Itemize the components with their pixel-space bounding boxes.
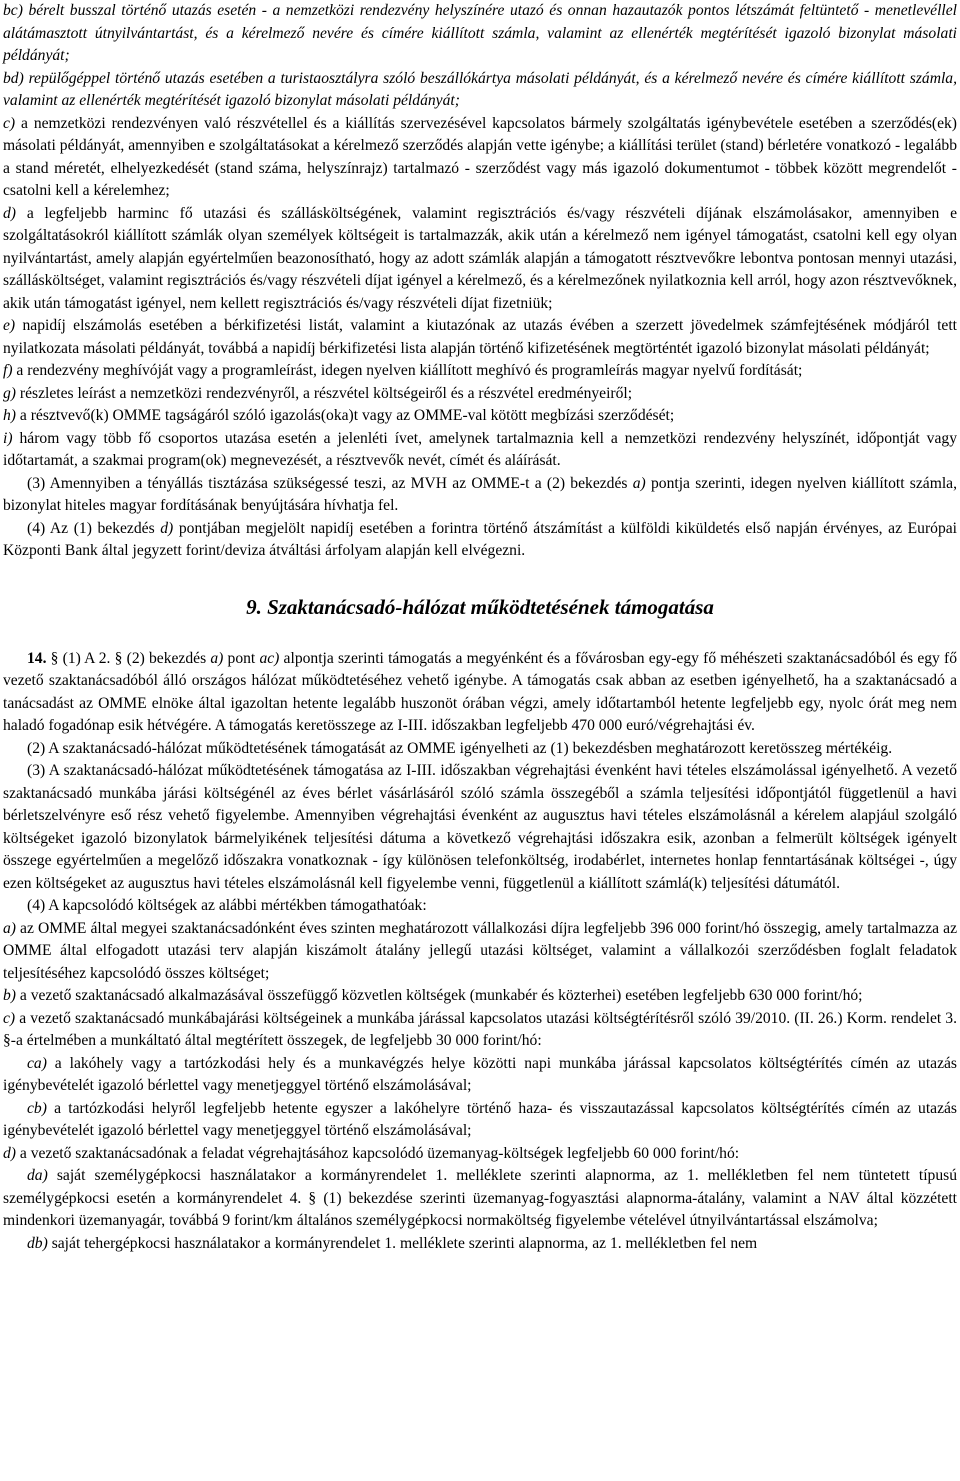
section-14-paragraph-2: (2) A szaktanácsadó-hálózat működtetésének támogatását az OMME igényelheti az (1) bekezdésben meghatározott keretösszeg mértékéig. <box>27 739 893 757</box>
item-lead: i) <box>3 429 13 447</box>
item-text: három vagy több fő csoportos utazása esetén a jelenléti ívet, amelynek tartalmaznia kell a nemzetközi rendezvény helyszínét, időpontját vagy időtartamát, a szakmai program(ok) megnevezését, a résztvevők nevét, címét és aláírását. <box>3 429 957 469</box>
paragraph-text: (3) Amennyiben a tényállás tisztázása szükségessé teszi, az MVH az OMME-t a (2) bekezdés <box>27 474 633 492</box>
item-c <box>3 113 957 203</box>
subitem-db <box>3 1233 957 1256</box>
item-bd <box>3 68 957 113</box>
paragraph-text: alpontja szerinti támogatás a megyénként és a fővárosban egy-egy fő méhészeti szaktanácsadóból és egy fő vezető szaktanácsadóból álló országos hálózat működtetéséhez vehető igénybe. A támogatás csak abban az esetben igényelhető, ha a szaktanácsadó a tanácsadást az OMME elnöke által igazoltan hetente legalább huszonöt órában végzi, amely időtartamból hetente legfeljebb egy, nyolc órát meg nem haladó fogadónap esik hétvégére. A támogatás keretösszege az I-III. időszakban legfeljebb 470 000 euró/végrehajtási év. <box>3 649 958 734</box>
paragraph-ref: a) <box>632 474 646 492</box>
item-lead: d) <box>3 1144 16 1162</box>
item-f <box>3 360 957 383</box>
item-d <box>3 203 957 316</box>
cost-item-b <box>3 985 957 1008</box>
item-text: napidíj elszámolás esetében a bérkifizetési listát, valamint a kiutazónak az utazás évében a szerzett jövedelmek számfejtésének módjáról tett nyilatkozata másolati példányát, továbbá a napidíj bérkifizetési lista alapján történő kifizetésének megtörténtét igazoló bizonylat másolati példányát; <box>3 317 957 357</box>
item-lead: da) <box>27 1167 48 1184</box>
item-text: a vezető szaktanácsadó munkábajárási költségeinek a munkába járással kapcsolatos utazási költségtérítésről szóló 39/2010. (II. 26.) Korm. rendelet 3. §-a értelmében a munkáltató által megtérített összegek, de legfeljebb 30 000 forint/hó: <box>3 1009 957 1049</box>
subitem-ca <box>3 1053 957 1098</box>
item-text: bérelt busszal történő utazás esetén - a nemzetközi rendezvény helyszínére utazó és onnan hazautazók pontos létszámát feltüntető - menetlevéllel alátámasztott útnyilvántartást, és a kérelmező nevére és címére kiállított számla, valamint az ellenérték megtérítését igazoló bizonylat másolati példányát; <box>3 2 957 64</box>
cost-item-a <box>3 918 957 986</box>
paragraph-text: pont <box>223 649 260 667</box>
item-text: saját személygépkocsi használatakor a kormányrendelet 1. melléklete szerinti alapnorma, az 1. mellékletben fel nem tüntetett típusú személygépkocsi esetén a kormányrendelet 4. § (1) bekezdése szerinti üzemanyag-fogyasztási alapnorma-átalány, valamint a NAV által közzétett mindenkori üzemanyagár, továbbá 9 forint/km általános személygépkocsi normaköltség figyelembe vételével útnyilvántartással elszámolva; <box>3 1167 957 1229</box>
paragraph-text: § (1) A 2. § (2) bekezdés <box>46 649 211 667</box>
item-text: a tartózkodási helyről legfeljebb hetente egyszer a lakóhelyre történő haza- és visszautazással kapcsolatos költségtérítés címén az utazás igénybevételét igazoló bérlettel vagy menetjeggyel történő elszámolásával; <box>3 1099 957 1139</box>
paragraph-ref: d) <box>160 519 174 537</box>
paragraph-ref: ac) <box>259 649 280 667</box>
subitem-cb <box>3 1098 957 1143</box>
subitem-da <box>3 1165 957 1233</box>
cost-item-d <box>3 1143 957 1166</box>
item-text: a nemzetközi rendezvényen való részvétellel és a kiállítás szervezésével kapcsolatos bármely szolgáltatás igénybevétele esetében a szerződés(ek) másolati példányát, amennyiben e szolgáltatásokat a kérelmező szerződés alapján vette igénybe; a kiállítási terület (stand) bérletére vonatkozó - legalább a stand méretét, elhelyezkedését (stand száma, helyszínrajz) tartalmazó - szerződést vagy más igazoló dokumentumot - többek között megrendelőt - csatolni kell a kérelemhez; <box>3 114 957 199</box>
item-lead: g) <box>3 384 16 402</box>
item-lead: bd) <box>3 69 24 87</box>
item-text: a legfeljebb harminc fő utazási és szállásköltségének, valamint regisztrációs és/vagy részvételi díjának elszámolásakor, amennyiben e szolgáltatásokról kiállított számlák olyan személyek költségeit is tartalmazzák, akik után a kérelmező nem igényel támogatást, csatolni kell egy olyan nyilvántartást, amely alapján egyértelműen beazonosítható, hogy az adott számlák alapján a támogatott résztvevőkre lebontva pontosan mennyi utazási, szállásköltséget, valamint regisztrációs és/vagy részvételi díjat igényel a kérelmező, és a kérelmezőnek nyilatkoznia kell arról, hogy azon résztvevőknek, akik után támogatást igényel, nem kellett regisztrációs és/vagy részvételi díjat fizetniük; <box>3 204 957 312</box>
item-text: a résztvevő(k) OMME tagságáról szóló igazolás(oka)t vagy az OMME-val kötött megbízási szerződését; <box>16 407 675 424</box>
item-lead: db) <box>27 1234 48 1252</box>
item-i <box>3 428 957 473</box>
section-14-paragraph-4: (4) A kapcsolódó költségek az alábbi mértékben támogathatóak: <box>27 897 427 914</box>
paragraph-text: pontja szerinti, idegen nyelven kiállított számla, bizonylat hiteles magyar fordításának benyújtására hívhatja fel. <box>3 474 957 514</box>
item-text: a vezető szaktanácsadó alkalmazásával összefüggő közvetlen költségek (munkabér és közterhei) esetében legfeljebb 630 000 forint/hó; <box>16 987 863 1004</box>
section-14-paragraph-3: (3) A szaktanácsadó-hálózat működtetésének támogatása az I-III. időszakban végrehajtási évenként havi tételes elszámolással igényelhető. A vezető szaktanácsadó munkába járási költségénél az éves bérlet vásárlásáról szóló számla összegéből a számla teljesítési időpontjától függetlenül a havi bérletszelvényre eső rész vehető figyelembe. Amennyiben végrehajtási évenként az augusztus havi tételes elszámolásnál a kérelem alapjául szolgáló költségeket igazoló bizonylatok bármelyikének teljesítési dátuma a következő végrehajtási időszakra esik, azonban a felmerült költségek igényelt összege egyértelműen a megelőző időszakra vonatkoznak - így különösen telefonköltség, irodabérlet, internetes honlap fenntartásának költségei -, úgy ezen költségeket az augusztus havi tételes elszámolásnál kell figyelembe venni, függetlenül a kiállított számlá(k) teljesítési dátumától. <box>3 762 957 892</box>
item-lead: d) <box>3 204 16 222</box>
paragraph-3 <box>3 473 957 518</box>
item-text: részletes leírást a nemzetközi rendezvényről, a részvétel költségeiről és a részvétel eredményeiről; <box>16 384 633 402</box>
paragraph-text: pontjában megjelölt napidíj esetében a forintra történő átszámítást a külföldi kiküldetés első napján érvényes, az Európai Központi Bank által jegyzett forint/deviza átváltási árfolyam alapján kell elvégezni. <box>3 519 957 559</box>
item-text: repülőgéppel történő utazás esetében a turistaosztályra szóló beszállókártya másolati példányát, és a kérelmező nevére és címére kiállított számla, valamint az ellenérték megtérítését igazoló bizonylat másolati példányát; <box>3 69 957 109</box>
item-lead: b) <box>3 987 16 1004</box>
item-lead: a) <box>3 919 16 937</box>
item-lead: cb) <box>27 1099 47 1117</box>
item-lead: h) <box>3 407 16 424</box>
item-lead: c) <box>3 114 16 132</box>
item-bc <box>3 0 957 68</box>
item-text: a rendezvény meghívóját vagy a programleírást, idegen nyelven kiállított meghívó és programleírás magyar nyelvű fordítását; <box>12 362 803 379</box>
item-lead: f) <box>3 362 13 379</box>
item-text: a vezető szaktanácsadónak a feladat végrehajtásához kapcsolódó üzemanyag-költségek legfeljebb 60 000 forint/hó: <box>16 1144 740 1162</box>
item-lead: ca) <box>27 1054 47 1072</box>
item-text: az OMME által megyei szaktanácsadónként éves szinten meghatározott vállalkozási díjra legfeljebb 396 000 forint/hó összegig, amely tartalmazza az OMME által elfogadott utazási terv alapján kiszámolt átalány jellegű utazási költséget, valamint a vállalkozói szerződésben foglalt feladatok teljesítéséhez kapcsolódó összes költséget; <box>3 919 957 982</box>
paragraph-4 <box>3 518 957 563</box>
item-text: saját tehergépkocsi használatakor a kormányrendelet 1. melléklete szerinti alapnorma, az 1. mellékletben fel nem <box>47 1234 758 1252</box>
section-heading: 9. Szaktanácsadó-hálózat működtetésének támogatása <box>246 594 714 619</box>
cost-item-c <box>3 1008 957 1053</box>
item-lead: c) <box>3 1009 16 1027</box>
item-lead: bc) <box>3 2 23 19</box>
item-e <box>3 315 957 360</box>
section-14-paragraph-1 <box>3 648 957 738</box>
paragraph-ref: a) <box>210 649 224 667</box>
section-number: 14. <box>27 649 47 667</box>
item-lead: e) <box>3 317 16 334</box>
item-g <box>3 383 957 406</box>
paragraph-text: (4) Az (1) bekezdés <box>27 519 161 537</box>
item-h <box>3 405 957 428</box>
item-text: a lakóhely vagy a tartózkodási hely és a munkavégzés helye közötti napi munkába járással kapcsolatos költségtérítés címén az utazás igénybevételét igazoló bérlettel vagy menetjeggyel történő elszámolásával; <box>3 1054 957 1094</box>
